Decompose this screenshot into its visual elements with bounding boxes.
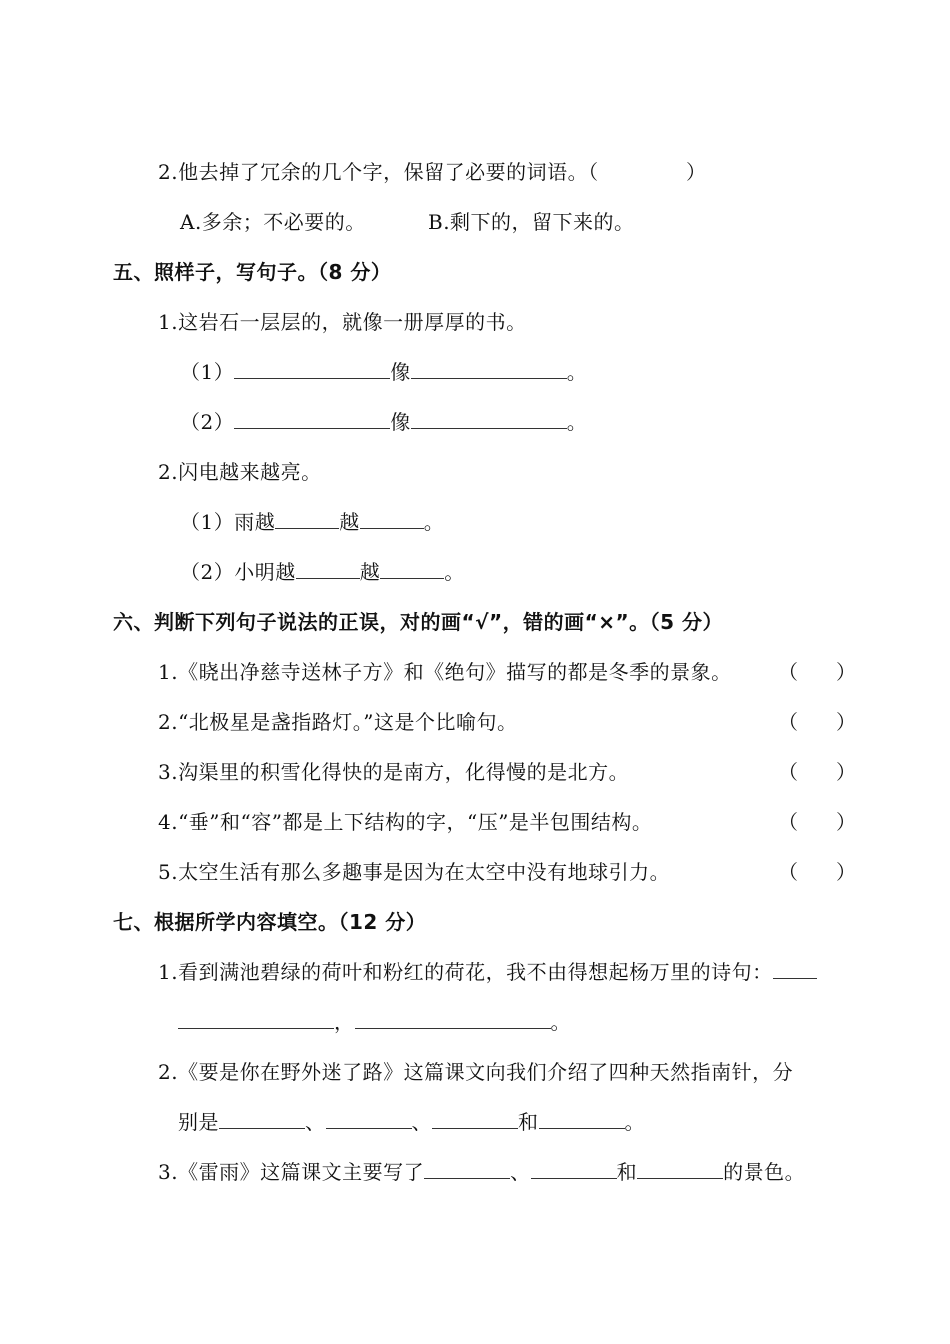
q6-item-4-open: （: [778, 810, 798, 834]
q4-item-2-close: ）: [686, 160, 706, 184]
q7-item-2: 2.《要是你在野外迷了路》这篇课文向我们介绍了四种天然指南针，分: [158, 1060, 794, 1084]
q6-item-4-close: ）: [836, 810, 856, 834]
q5-heading: 五、照样子，写句子。（8 分）: [113, 260, 392, 284]
q4-item-2: 2.他去掉了冗余的几个字，保留了必要的词语。（: [158, 160, 599, 184]
q6-item-5: 5.太空生活有那么多趣事是因为在太空中没有地球引力。: [158, 860, 671, 884]
answer-blank[interactable]: [380, 558, 444, 579]
q6-item-4: 4.“垂”和“容”都是上下结构的字，“压”是半包围结构。: [158, 810, 653, 834]
answer-blank[interactable]: [234, 358, 390, 379]
answer-blank[interactable]: [355, 1008, 551, 1029]
q6-item-1-open: （: [778, 660, 798, 684]
q7-item-1: 1.看到满池碧绿的荷叶和粉红的荷花，我不由得想起杨万里的诗句：: [158, 958, 817, 986]
q6-item-5-close: ）: [836, 860, 856, 884]
answer-blank[interactable]: [411, 408, 567, 429]
q5-item-2: 2.闪电越来越亮。: [158, 460, 322, 484]
q5-sub-2: （2） 像 。: [180, 410, 588, 434]
answer-blank[interactable]: [773, 958, 817, 979]
q6-item-2-close: ）: [836, 710, 856, 734]
q6-item-1: 1.《晓出净慈寺送林子方》和《绝句》描写的都是冬季的景象。: [158, 660, 732, 684]
q4-option-a: A.多余；不必要的。: [180, 210, 366, 234]
q5-sub-3: （1）雨越 越 。: [180, 510, 445, 534]
q5-sub-1: （1） 像 。: [180, 360, 588, 384]
answer-blank[interactable]: [360, 508, 424, 529]
q6-item-2: 2.“北极星是盏指路灯。”这是个比喻句。: [158, 710, 518, 734]
answer-blank[interactable]: [432, 1108, 518, 1129]
q7-item-1-cont: ， 。: [178, 1008, 571, 1036]
answer-blank[interactable]: [234, 408, 390, 429]
answer-blank[interactable]: [178, 1008, 334, 1029]
answer-blank[interactable]: [411, 358, 567, 379]
q6-item-2-open: （: [778, 710, 798, 734]
answer-blank[interactable]: [219, 1108, 305, 1129]
answer-blank[interactable]: [296, 558, 360, 579]
answer-blank[interactable]: [275, 508, 339, 529]
q6-item-3-close: ）: [836, 760, 856, 784]
q5-item-1: 1.这岩石一层层的，就像一册厚厚的书。: [158, 310, 527, 334]
q6-item-5-open: （: [778, 860, 798, 884]
answer-blank[interactable]: [326, 1108, 412, 1129]
q7-heading: 七、根据所学内容填空。（12 分）: [113, 910, 427, 934]
answer-blank[interactable]: [539, 1108, 625, 1129]
answer-blank[interactable]: [637, 1158, 723, 1179]
q5-sub-4: （2）小明越 越 。: [180, 560, 465, 584]
q7-item-3: 3.《雷雨》这篇课文主要写了 、 和 的景色。: [158, 1160, 806, 1184]
q6-item-3-open: （: [778, 760, 798, 784]
answer-blank[interactable]: [424, 1158, 510, 1179]
q6-item-1-close: ）: [836, 660, 856, 684]
q7-item-2-cont: 别是 、 、 和 。: [178, 1110, 645, 1134]
q4-option-b: B.剩下的，留下来的。: [428, 210, 635, 234]
q6-item-3: 3.沟渠里的积雪化得快的是南方，化得慢的是北方。: [158, 760, 630, 784]
q6-heading: 六、判断下列句子说法的正误，对的画“√”，错的画“×”。（5 分）: [113, 610, 724, 634]
answer-blank[interactable]: [531, 1158, 617, 1179]
